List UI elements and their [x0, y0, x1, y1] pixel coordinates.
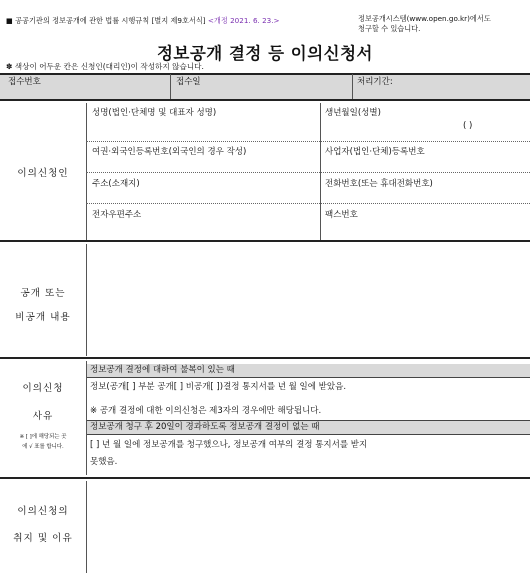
- reason1-text[interactable]: 정보(공개[ ] 부분 공개[ ] 비공개[ ])결정 통지서를 년 월 일에 받았음.: [90, 382, 347, 392]
- shaded-cell-note: ✽ 색상이 어두운 칸은 신청인(대리인)이 작성하지 않습니다.: [6, 62, 204, 71]
- law-reference-text: ■ 공공기관의 정보공개에 관한 법률 시행규칙 [별지 제9호서식]: [6, 16, 206, 25]
- birth-date-field[interactable]: 생년월일(성별): [325, 108, 381, 118]
- online-notice: [358, 14, 491, 34]
- form-title: 정보공개 결정 등 이의신청서: [156, 44, 373, 63]
- purpose-label-line2: 취지 및 이유: [13, 533, 73, 544]
- fax-field[interactable]: 팩스번호: [325, 210, 358, 220]
- receipt-number-label: 접수번호: [8, 77, 41, 87]
- business-number-field[interactable]: 사업자(법인·단체)등록번호: [325, 147, 425, 157]
- receipt-date-label: 접수일: [176, 77, 201, 87]
- phone-field[interactable]: 전화번호(또는 휴대전화번호): [325, 179, 433, 189]
- purpose-content-input[interactable]: [88, 481, 528, 571]
- processing-period-label: 처리기간:: [357, 77, 393, 87]
- purpose-label-line1: 이의신청의: [17, 506, 69, 517]
- disclosure-content-input[interactable]: [88, 244, 528, 356]
- law-reference: [6, 16, 280, 26]
- disclosure-label-line2: 비공개 내용: [15, 312, 71, 323]
- online-notice-line1: 정보공개시스템(www.open.go.kr)에서도: [358, 14, 491, 23]
- address-field[interactable]: 주소(소재지): [92, 179, 140, 189]
- checkbox-hint-line1: ※ [ ]에 해당되는 곳: [19, 434, 67, 440]
- name-field[interactable]: 성명(법인·단체명 및 대표자 성명): [92, 108, 217, 118]
- reason-label-line2: 사유: [32, 411, 54, 422]
- reason2-title: 정보공개 청구 후 20일이 경과하도록 정보공개 결정이 없는 때: [90, 422, 320, 432]
- applicant-section-label: 이의신청인: [17, 168, 69, 179]
- email-field[interactable]: 전자우편주소: [92, 210, 142, 220]
- disclosure-label-line1: 공개 또는: [20, 288, 66, 299]
- reason1-note: ※ 공개 결정에 대한 이의신청은 제3자의 경우에만 해당됩니다.: [90, 406, 322, 416]
- checkbox-hint-line2: 에 √ 표를 합니다.: [22, 444, 64, 450]
- passport-number-field[interactable]: 여권·외국인등록번호(외국인의 경우 작성): [92, 147, 247, 157]
- reason1-title: 정보공개 결정에 대하여 불복이 있는 때: [90, 365, 235, 375]
- gender-field[interactable]: ( ): [463, 121, 473, 131]
- reason2-line1[interactable]: [ ] 년 월 일에 정보공개를 청구했으나, 정보공개 여부의 결정 통지서를 받지: [90, 440, 368, 450]
- revision-date: <개정 2021. 6. 23.>: [207, 16, 280, 25]
- reason2-line2: 못했음.: [90, 457, 118, 467]
- intake-row: [0, 73, 530, 99]
- online-notice-line2: 청구할 수 있습니다.: [358, 24, 421, 33]
- reason-label-line1: 이의신청: [22, 383, 64, 394]
